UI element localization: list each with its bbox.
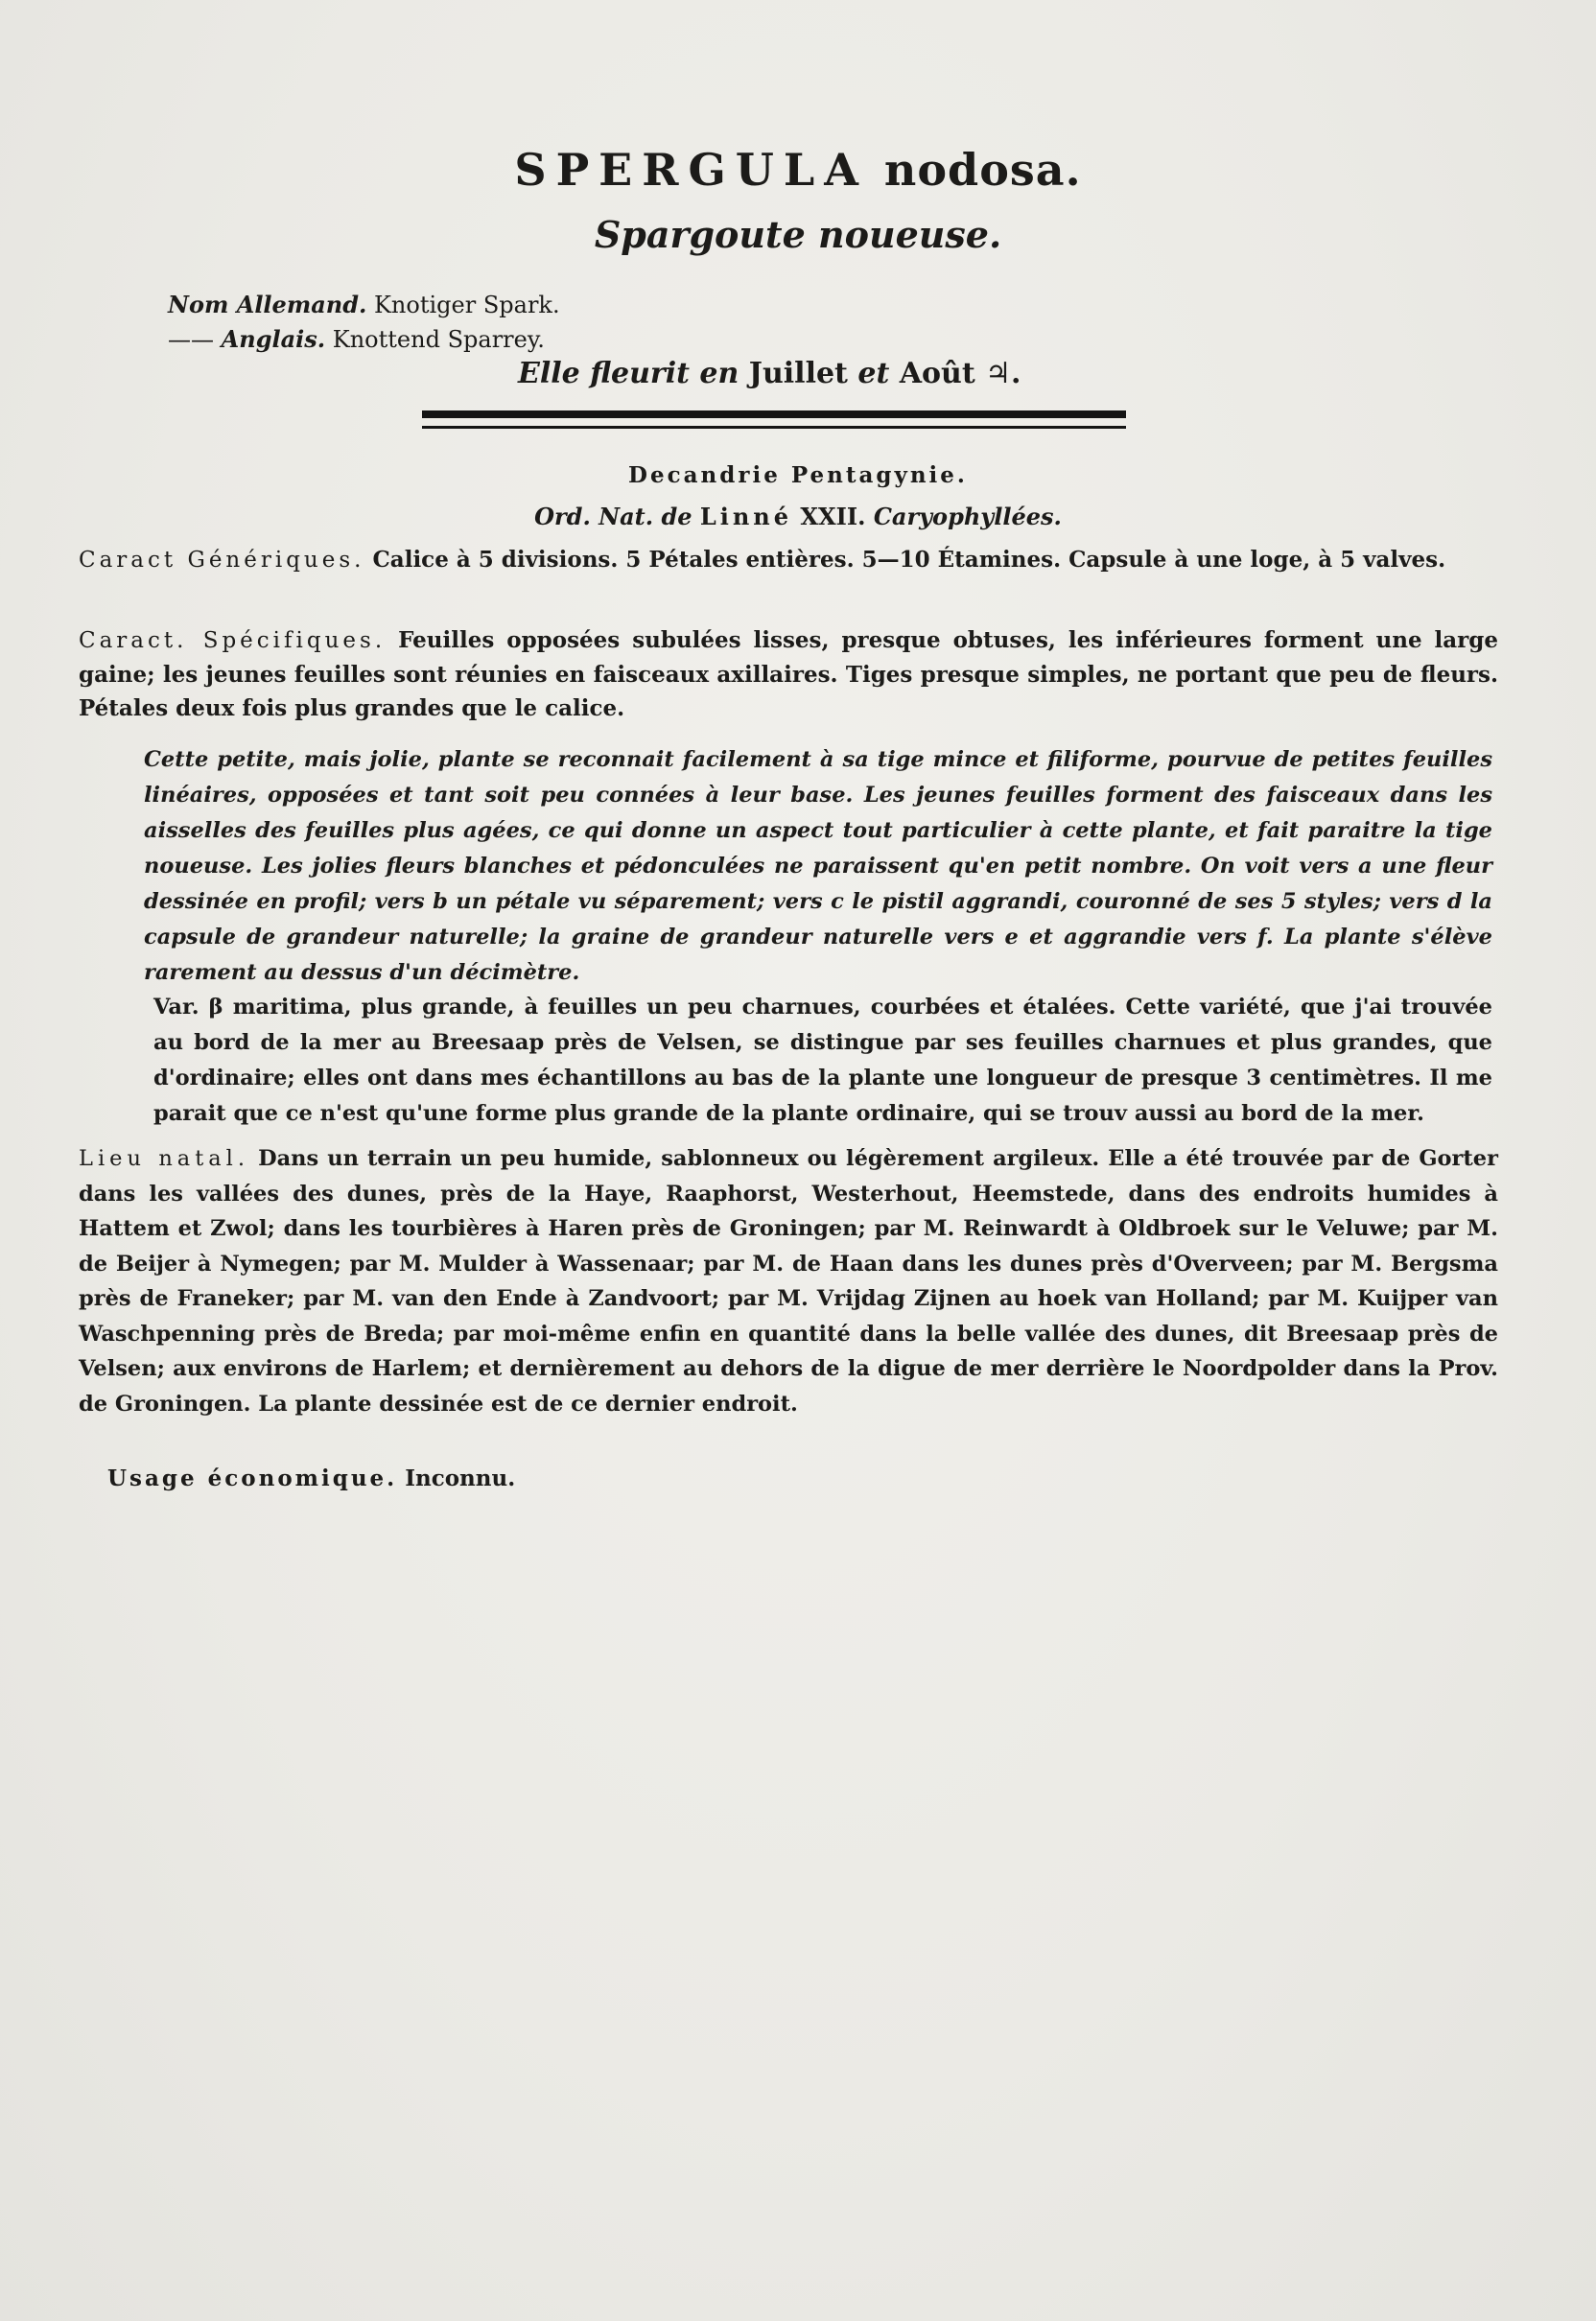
linnaean-class: Decandrie Pentagynie.	[628, 462, 968, 488]
specific-heading: Caract. Spécifiques.	[79, 628, 387, 653]
flowering-period	[518, 357, 1021, 390]
flowering-and: et	[857, 357, 890, 390]
economic-use	[107, 1465, 515, 1491]
linne-name: Linné	[699, 503, 793, 530]
habitat-text: Dans un terrain un peu humide, sablonneux ou légèrement argileux. Elle a été trouvée par de Gorter dans les vallées des dunes, près de la Haye, Raaphorst, Westerhout, Heemstede, dans des endroits humides à Hattem et Zwol; dans les tourbières à Haren près de Groningen; par M. Reinwardt à Oldbroek sur le Veluwe; par M. de Beijer à Nymegen; par M. Mulder à Wassenaar; par M. de Haan dans les dunes près d'Overveen; par M. Bergsma près de Franeker; par M. van den Ende à Zandvoort; par M. Vrijdag Zijnen au hoek van Holland; par M. Kuijper van Waschpenning près de Breda; par moi-même enfin en quantité dans la belle vallée des dunes, dit Breesaap près de Velsen; aux environs de Harlem; et dernièrement au dehors de la digue de mer derrière le Noordpolder dans la Prov. de Groningen. La plante dessinée est de ce dernier endroit.	[79, 1146, 1498, 1417]
genus-name: SPERGULA	[514, 144, 868, 196]
english-label: Anglais.	[221, 325, 326, 353]
family-name: Caryophyllées.	[873, 503, 1062, 530]
habitat-heading: Lieu natal.	[79, 1146, 250, 1171]
thin-rule	[422, 426, 1126, 429]
generic-heading: Caract Génériques.	[79, 548, 365, 573]
german-name: Knotiger Spark.	[374, 292, 560, 318]
page-title	[0, 144, 1596, 196]
english-name-row	[168, 322, 560, 357]
natural-order	[0, 503, 1596, 530]
english-name: Knottend Sparrey.	[332, 326, 545, 353]
german-name-row	[168, 288, 560, 322]
thick-rule	[422, 410, 1126, 418]
generic-characters	[79, 543, 1498, 577]
habitat-paragraph	[79, 1141, 1498, 1421]
usage-heading: Usage économique.	[107, 1465, 398, 1491]
variety-note: Var. β maritima, plus grande, à feuilles un peu charnues, courbées et étalées. Cette variété, que j'ai trouvée au bord de la mer au Breesaap près de Velsen, se distingue par ses feuilles charnues et plus grandes, que d'ordinaire; elles ont dans mes échantillons au bas de la plante une longueur de presque 3 centimètres. Il me parait que ce n'est qu'une forme plus grande de la plante ordinaire, qui se trouv aussi au bord de la mer.	[153, 995, 1492, 1126]
species-name: nodosa.	[883, 144, 1082, 196]
generic-text: Calice à 5 divisions. 5 Pétales entières. 5—10 Étamines. Capsule à une loge, à 5 valves.	[372, 547, 1446, 573]
order-prefix: Ord. Nat. de	[534, 503, 692, 530]
plant-description: Cette petite, mais jolie, plante se reconnait facilement à sa tige mince et filiforme, pourvue de petites feuilles linéaires, opposées et tant soit peu connées à leur base. Les jeunes feuilles forment des faisceaux dans les aisselles des feuilles plus agées, ce qui donne un aspect tout particulier à cette plante, et fait paraitre la tige noueuse. Les jolies fleurs blanches et pédonculées ne paraissent qu'en petit nombre. On voit vers a une fleur dessinée en profil; vers b un pétale vu séparement; vers c le pistil aggrandi, couronné de ses 5 styles; vers d la capsule de grandeur naturelle; la graine de grandeur naturelle vers e et aggrandie vers f. La plante s'élève rarement au dessus d'un décimètre.	[144, 747, 1492, 985]
flowering-intro: Elle fleurit en	[518, 357, 739, 390]
common-names	[168, 288, 560, 357]
usage-value: Inconnu.	[405, 1465, 516, 1491]
order-number: XXII.	[800, 503, 866, 530]
specific-characters	[79, 623, 1498, 725]
specific-text: Feuilles opposées subulées lisses, presque obtuses, les inférieures forment une large gaine; les jeunes feuilles sont réunies en faisceaux axillaires. Tiges presque simples, ne portant que peu de fleurs. Pétales deux fois plus grandes que le calice.	[79, 627, 1498, 721]
flowering-month-2: Août ♃.	[899, 357, 1021, 390]
flowering-month-1: Juillet	[748, 357, 848, 390]
ditto-dash: ——	[168, 326, 214, 353]
german-label: Nom Allemand.	[168, 291, 367, 318]
french-name: Spargoute noueuse.	[594, 213, 1002, 256]
